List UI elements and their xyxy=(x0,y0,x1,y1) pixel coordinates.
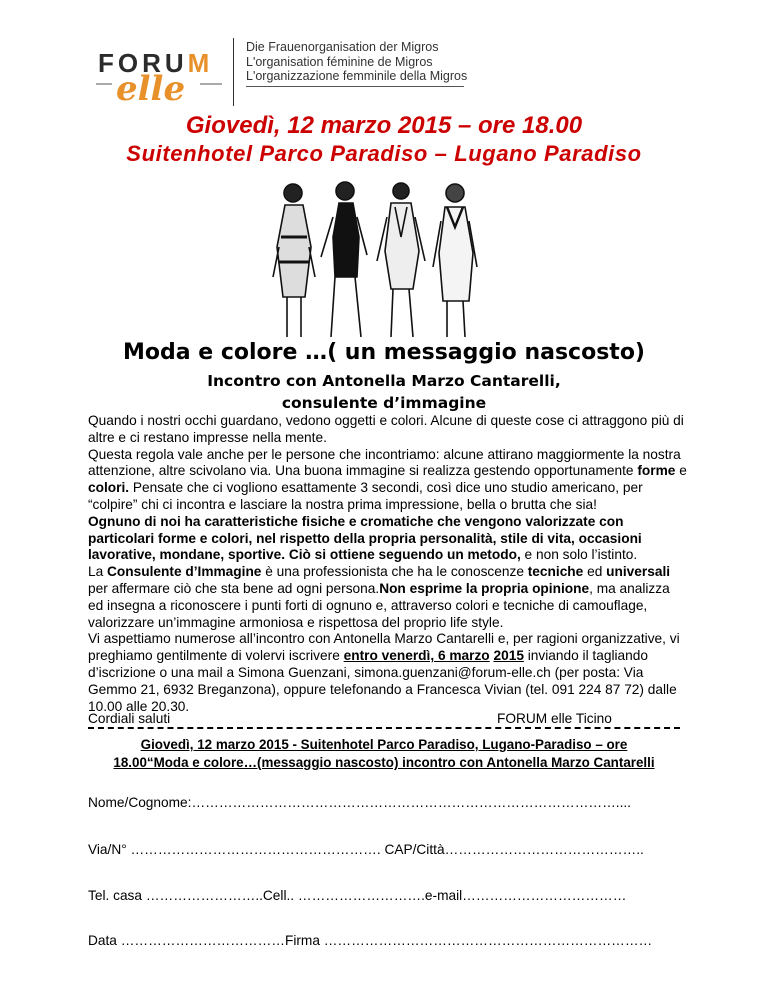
p4-text-g: per affermare ciò che sta bene ad ogni persona. xyxy=(88,580,380,596)
p4-text-c: è una professionista che ha le conoscenze xyxy=(261,564,528,580)
body-text xyxy=(88,413,688,715)
org-line-de: Die Frauenorganisation der Migros xyxy=(246,40,439,54)
p3-bold: Ognuno di noi ha caratteristiche fisiche e cromatiche che vengono valorizzate con particolari forme e colori, nel rispetto della propria personalità, stile di vita, occasioni lavorative, mondane, sportive. Ciò si ottiene seguendo un metodo, xyxy=(88,513,642,563)
paragraph-3 xyxy=(88,514,688,564)
address-field-line[interactable]: Via/N° ………………………………………………. CAP/Città…………………………………….. xyxy=(88,842,644,857)
logo-forum: FORUM xyxy=(98,48,214,78)
greeting: Cordiali saluti xyxy=(88,711,171,726)
org-description xyxy=(246,40,467,84)
coupon-title-line-2: 18.00“Moda e colore…(messaggio nascosto) incontro con Antonella Marzo Cantarelli xyxy=(113,755,655,770)
org-line-fr: L'organisation féminine de Migros xyxy=(246,54,433,69)
name-field-line[interactable]: Nome/Cognome:………………………………………………………………………………….... xyxy=(88,795,631,810)
logo-underline xyxy=(246,86,464,87)
p5-text-a: Vi aspettiamo numerose all’incontro con Antonella Marzo Cantarelli e, per ragioni organizzative, vi preghiamo gentilmente di volervi iscrivere xyxy=(88,631,680,664)
p4-bold-tecniche: tecniche xyxy=(527,564,584,580)
p5-text-e: inviando il tagliando d’iscrizione o una mail a Simona Guenzani, simona.guenzani@forum-elle.ch (per posta: Via Gemmo 21, 6932 Breganzona), oppure telefonando a Francesca Vivian (tel. 091 224 87 72) dalle 10.00 alle 20.30. xyxy=(88,648,677,714)
p4-bold-opinione: Non esprime la propria opinione xyxy=(379,580,590,596)
main-title: Moda e colore …( un messaggio nascosto) xyxy=(122,340,645,365)
coupon-title-line-1: Giovedì, 12 marzo 2015 - Suitenhotel Parco Paradiso, Lugano-Paradiso – ore xyxy=(140,737,628,752)
logo-elle xyxy=(96,72,226,112)
paragraph-2 xyxy=(88,447,688,514)
p2-text-and: e xyxy=(675,463,687,479)
logo-elle-text: elle xyxy=(116,72,186,109)
p5-deadline: entro venerdì, 6 marzo xyxy=(343,648,490,664)
date-signature-field-line[interactable]: Data ………………………………Firma ……………………………………………………………… xyxy=(88,933,653,948)
event-place: Suitenhotel Parco Paradiso – Lugano Paradiso xyxy=(126,141,642,166)
signature: FORUM elle Ticino xyxy=(497,711,612,726)
p4-bold-universali: universali xyxy=(606,564,671,580)
p4-text-e: ed xyxy=(583,564,607,580)
p2-bold-forme: forme xyxy=(637,463,676,479)
paragraph-5 xyxy=(88,631,688,715)
p4-bold-consulente: Consulente d’Immagine xyxy=(107,564,262,580)
subtitle-line-2: consulente d’immagine xyxy=(281,394,487,412)
logo-forum-accent: M xyxy=(187,48,214,78)
p4-text-i: , ma analizza ed insegna a riconoscere i punti forti di ognuno e, attraverso colori e tecniche di camouflage, valorizzare un’immagine armoniosa e rispettosa del proprio life style. xyxy=(88,580,670,630)
coupon-title xyxy=(88,736,680,772)
p2-text: Questa regola vale anche per le persone che incontriamo: alcune attirano maggiormente la nostra attenzione, altre scivolano via. Una buona immagine si realizza gestendo opportunamente xyxy=(88,446,681,479)
event-date: Giovedì, 12 marzo 2015 – ore 18.00 xyxy=(185,112,583,139)
logo-divider xyxy=(233,38,234,106)
paragraph-4 xyxy=(88,564,688,631)
p2-bold-colori: colori. xyxy=(88,480,130,496)
org-line-it: L'organizzazione femminile della Migros xyxy=(246,69,468,83)
paragraph-1: Quando i nostri occhi guardano, vedono oggetti e colori. Alcune di queste cose ci attraggono più di altre e ci restano impresse nella mente. xyxy=(88,413,684,445)
p4-text-a: La xyxy=(88,564,108,580)
p3-text: e non solo l’istinto. xyxy=(520,547,638,563)
subtitle-line-1: Incontro con Antonella Marzo Cantarelli, xyxy=(207,372,561,390)
phone-email-field-line[interactable]: Tel. casa ……………………..Cell.. ……………………….e-mail……………………………… xyxy=(88,888,627,903)
cut-line xyxy=(88,727,680,729)
fashion-illustration xyxy=(263,177,481,343)
subtitle xyxy=(0,370,768,414)
p5-year: 2015 xyxy=(493,648,524,664)
p2-text-end: Pensate che ci vogliono esattamente 3 secondi, così dice uno studio americano, per “colpire” chi ci incontra e lasciare la nostra prima impressione, bella o brutta che sia! xyxy=(88,480,643,512)
